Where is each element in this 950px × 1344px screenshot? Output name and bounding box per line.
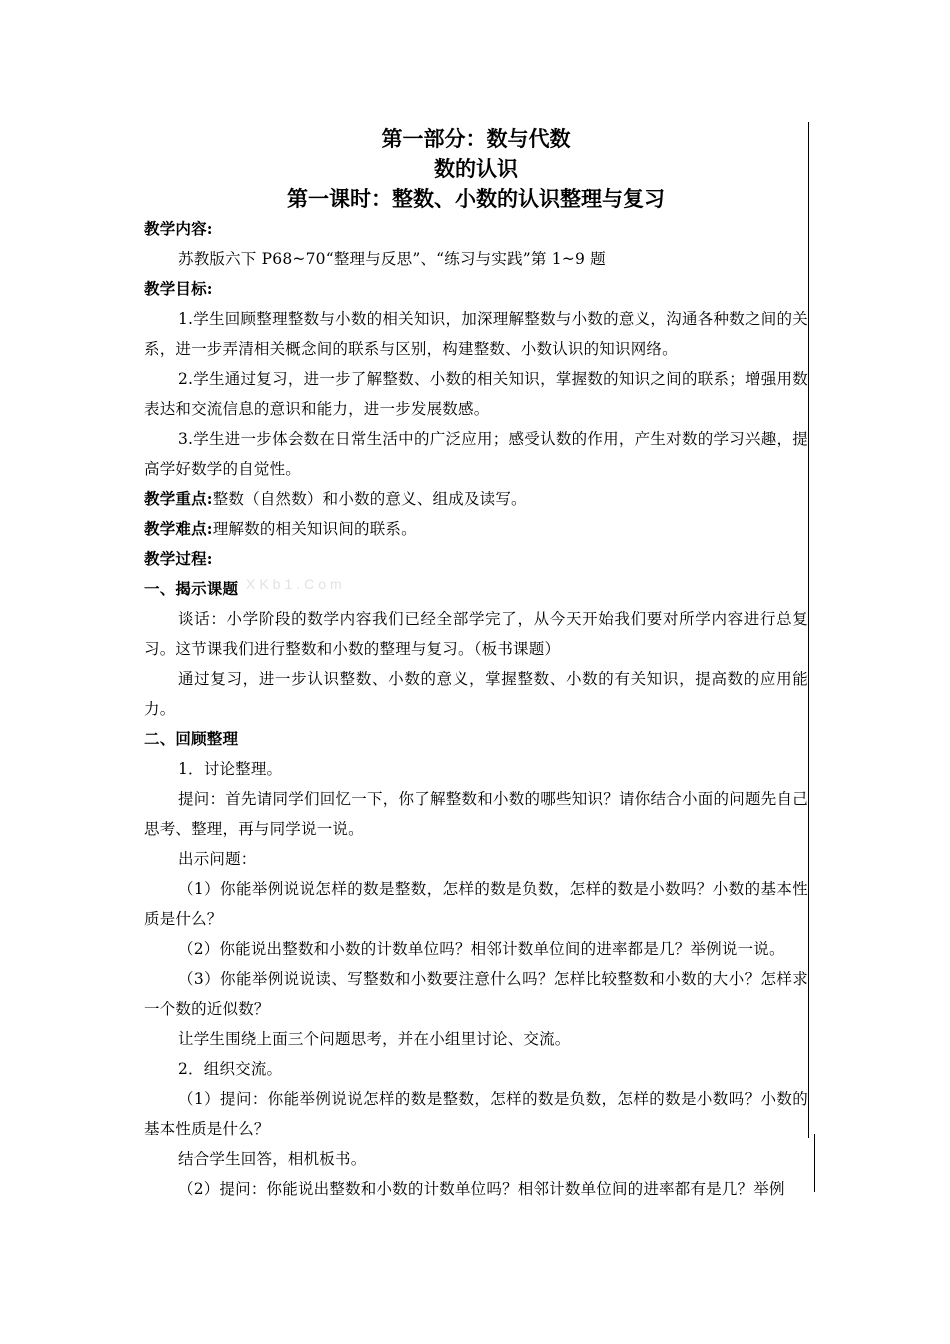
lesson-title: 第一课时：整数、小数的认识整理与复习: [287, 186, 665, 211]
content-label: 教学内容:: [144, 219, 213, 238]
section-2-paragraph: 提问：首先请同学们回忆一下，你了解整数和小数的哪些知识？请你结合小面的问题先自己思考、整理，再与同学说一说。: [144, 790, 808, 838]
section-2-paragraph: 2．组织交流。: [178, 1060, 283, 1078]
key-point-line: [144, 484, 808, 514]
table-border-right-lower: [814, 1134, 815, 1192]
chapter-title: 数的认识: [434, 156, 518, 181]
document-body: [144, 124, 808, 1204]
difficulty-label: 教学难点:: [144, 519, 213, 538]
section-2-paragraph: （1）提问：你能举例说说怎样的数是整数，怎样的数是负数，怎样的数是小数吗？小数的基本性质是什么？: [144, 1090, 808, 1138]
section-2-paragraph: （3）你能举例说说读、写整数和小数要注意什么吗？怎样比较整数和小数的大小？怎样求一个数的近似数？: [144, 970, 808, 1018]
section-2-paragraph: 结合学生回答，相机板书。: [178, 1150, 367, 1168]
key-point-label: 教学重点:: [144, 489, 213, 508]
section-2-paragraph: （1）你能举例说说怎样的数是整数，怎样的数是负数，怎样的数是小数吗？小数的基本性质是什么？: [144, 880, 808, 928]
part-title: 第一部分：数与代数: [381, 126, 571, 151]
section-1-paragraph: 谈话：小学阶段的数学内容我们已经全部学完了，从今天开始我们要对所学内容进行总复习。这节课我们进行整数和小数的整理与复习。（板书课题）: [144, 610, 808, 658]
content-text: 苏教版六下 P68~70“整理与反思”、“练习与实践”第 1~9 题: [178, 250, 606, 268]
section-2-paragraph: （2）你能说出整数和小数的计数单位吗？相邻计数单位间的进率都是几？举例说一说。: [178, 940, 785, 958]
goals-label: 教学目标:: [144, 279, 213, 298]
goal-item: 3.学生进一步体会数在日常生活中的广泛应用；感受认数的作用，产生对数的学习兴趣，提高学好数学的自觉性。: [144, 430, 808, 478]
section-1-title: 一、揭示课题: [144, 579, 239, 598]
section-2-paragraph: 出示问题：: [178, 850, 257, 868]
section-1-paragraph: 通过复习，进一步认识整数、小数的意义，掌握整数、小数的有关知识，提高数的应用能力。: [144, 670, 808, 718]
section-2-paragraph: 1．讨论整理。: [178, 760, 283, 778]
key-point-text: 整数（自然数）和小数的意义、组成及读写。: [212, 490, 527, 508]
difficulty-text: 理解数的相关知识间的联系。: [212, 520, 417, 538]
process-label: 教学过程:: [144, 549, 213, 568]
goal-item: 1.学生回顾整理整数与小数的相关知识，加深理解整数与小数的意义，沟通各种数之间的关系，进一步弄清相关概念间的联系与区别，构建整数、小数认识的知识网络。: [144, 310, 808, 358]
section-2-title: 二、回顾整理: [144, 729, 239, 748]
goal-item: 2.学生通过复习，进一步了解整数、小数的相关知识，掌握数的知识之间的联系；增强用数表达和交流信息的意识和能力，进一步发展数感。: [144, 370, 808, 418]
difficulty-line: [144, 514, 808, 544]
watermark: XKb1.Com: [246, 576, 346, 592]
section-2-paragraph: 让学生围绕上面三个问题思考，并在小组里讨论、交流。: [178, 1030, 571, 1048]
section-2-paragraph: （2）提问：你能说出整数和小数的计数单位吗？相邻计数单位间的进率都有是几？举例: [178, 1180, 785, 1198]
table-border-right: [808, 122, 809, 1138]
